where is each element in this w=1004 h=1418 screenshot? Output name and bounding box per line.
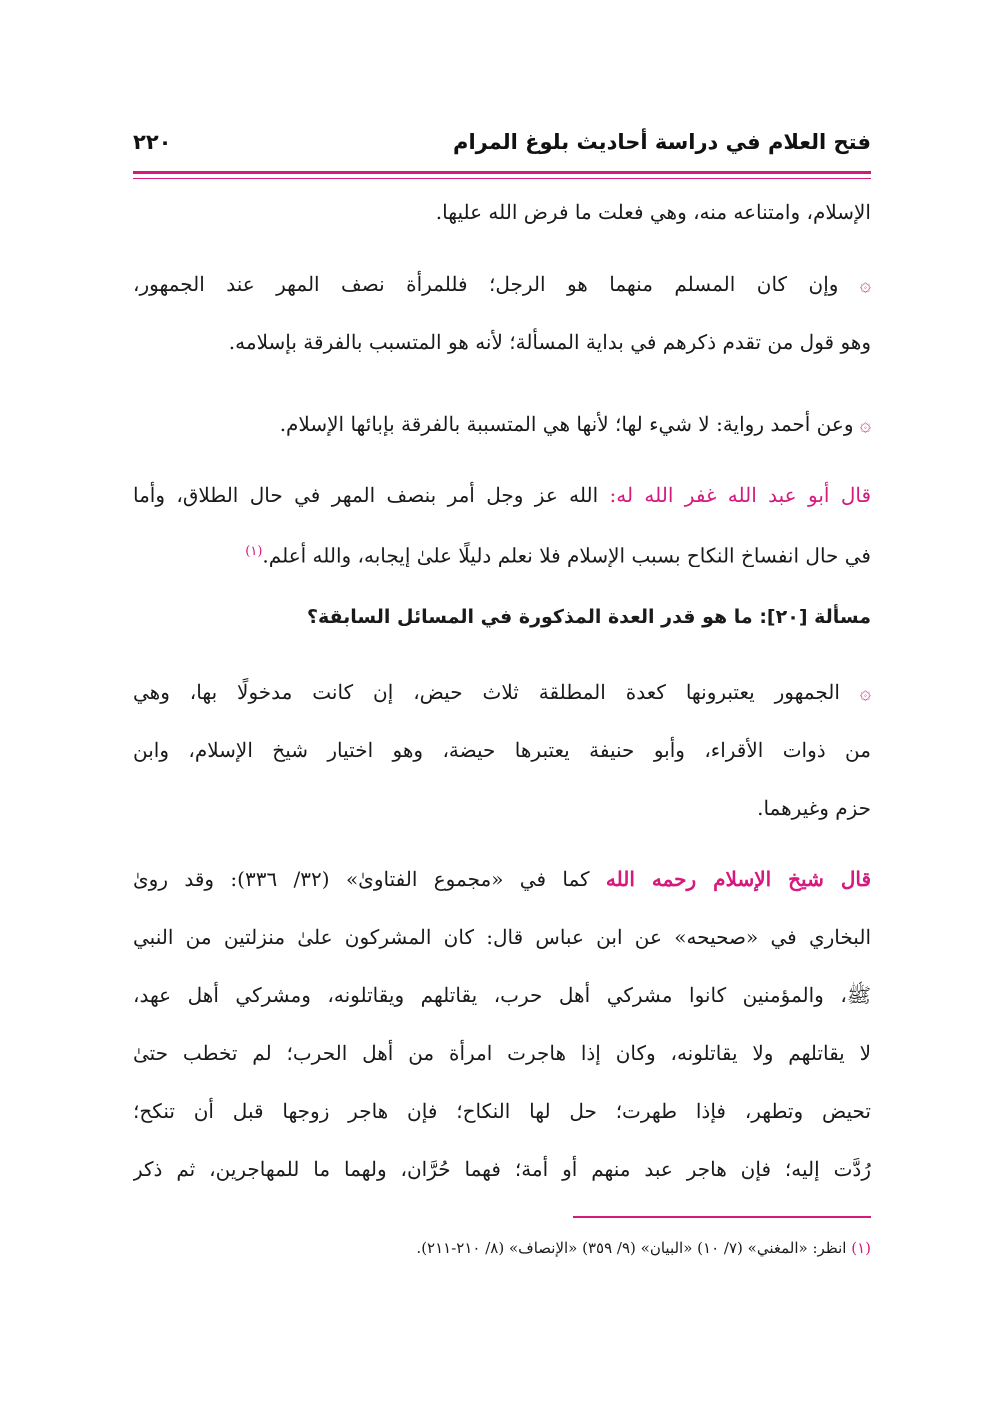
footnote-ref[interactable]: (١) bbox=[245, 544, 263, 559]
text-line: ۞ وإن كان المسلم منهما هو الرجل؛ فللمرأة نصف المهر عند الجمهور، bbox=[133, 272, 871, 296]
header-rule-thin bbox=[133, 178, 871, 179]
author-attribution: قال أبو عبد الله غفر الله له: bbox=[609, 483, 871, 507]
running-header bbox=[133, 130, 871, 170]
text-line: ۞ الجمهور يعتبرونها كعدة المطلقة ثلاث حيض، إن كانت مدخولًا بها، وهي bbox=[133, 680, 871, 704]
rosette-ornament-icon: ۞ bbox=[859, 414, 871, 436]
text-line: في حال انفساخ النكاح بسبب الإسلام فلا نعلم دليلًا علىٰ إيجابه، والله أعلم.$^{(١)}$ bbox=[245, 543, 871, 567]
question-heading: مسألة [٢٠]: ما هو قدر العدة المذكورة في المسائل السابقة؟ bbox=[306, 606, 871, 628]
footnote-number: (١) bbox=[851, 1239, 871, 1257]
text-line: من ذوات الأقراء، وأبو حنيفة يعتبرها حيضة، وهو اختيار شيخ الإسلام، وابن bbox=[133, 738, 871, 762]
text-line: قال شيخ الإسلام رحمه الله كما في «مجموع الفتاوىٰ» (٣٢/ ٣٣٦): وقد روىٰ bbox=[133, 867, 871, 891]
rosette-ornament-icon: ۞ bbox=[859, 682, 871, 704]
quote-attribution: قال شيخ الإسلام رحمه الله bbox=[605, 867, 871, 891]
text-line: البخاري في «صحيحه» عن ابن عباس قال: كان المشركون علىٰ منزلتين من النبي bbox=[133, 925, 871, 949]
page-number: ٢٢٠ bbox=[133, 130, 172, 154]
text-line: ۞ وعن أحمد رواية: لا شيء لها؛ لأنها هي المتسببة بالفرقة بإبائها الإسلام. bbox=[279, 412, 871, 436]
text-line: وهو قول من تقدم ذكرهم في بداية المسألة؛ لأنه هو المتسبب بالفرقة بإسلامه. bbox=[228, 330, 871, 354]
footnote-separator bbox=[573, 1216, 871, 1218]
text-line: حزم وغيرهما. bbox=[757, 796, 871, 820]
text-line: ﷺ، والمؤمنين كانوا مشركي أهل حرب، يقاتلهم ويقاتلونه، ومشركي أهل عهد، bbox=[133, 983, 871, 1007]
rosette-ornament-icon: ۞ bbox=[859, 274, 871, 296]
text-line: الإسلام، وامتناعه منه، وهي فعلت ما فرض الله عليها. bbox=[435, 200, 871, 224]
text-line: رُدَّت إليه؛ فإن هاجر عبد منهم أو أمة؛ فهما حُرَّان، ولهما ما للمهاجرين، ثم ذكر bbox=[133, 1157, 871, 1181]
text-line: قال أبو عبد الله غفر الله له: الله عز وجل أمر بنصف المهر في حال الطلاق، وأما bbox=[133, 483, 871, 507]
book-title: فتح العلام في دراسة أحاديث بلوغ المرام bbox=[453, 130, 871, 154]
footnote: (١) انظر: «المغني» (٧/ ١٠) «البيان» (٩/ ٣٥٩) «الإنصاف» (٨/ ٢١٠-٢١١). bbox=[416, 1239, 871, 1257]
text-line: تحيض وتطهر، فإذا طهرت؛ حل لها النكاح؛ فإن هاجر زوجها قبل أن تنكح؛ bbox=[133, 1099, 871, 1123]
text-line: لا يقاتلهم ولا يقاتلونه، وكان إذا هاجرت امرأة من أهل الحرب؛ لم تخطب حتىٰ bbox=[133, 1041, 871, 1065]
header-rule-thick bbox=[133, 171, 871, 174]
